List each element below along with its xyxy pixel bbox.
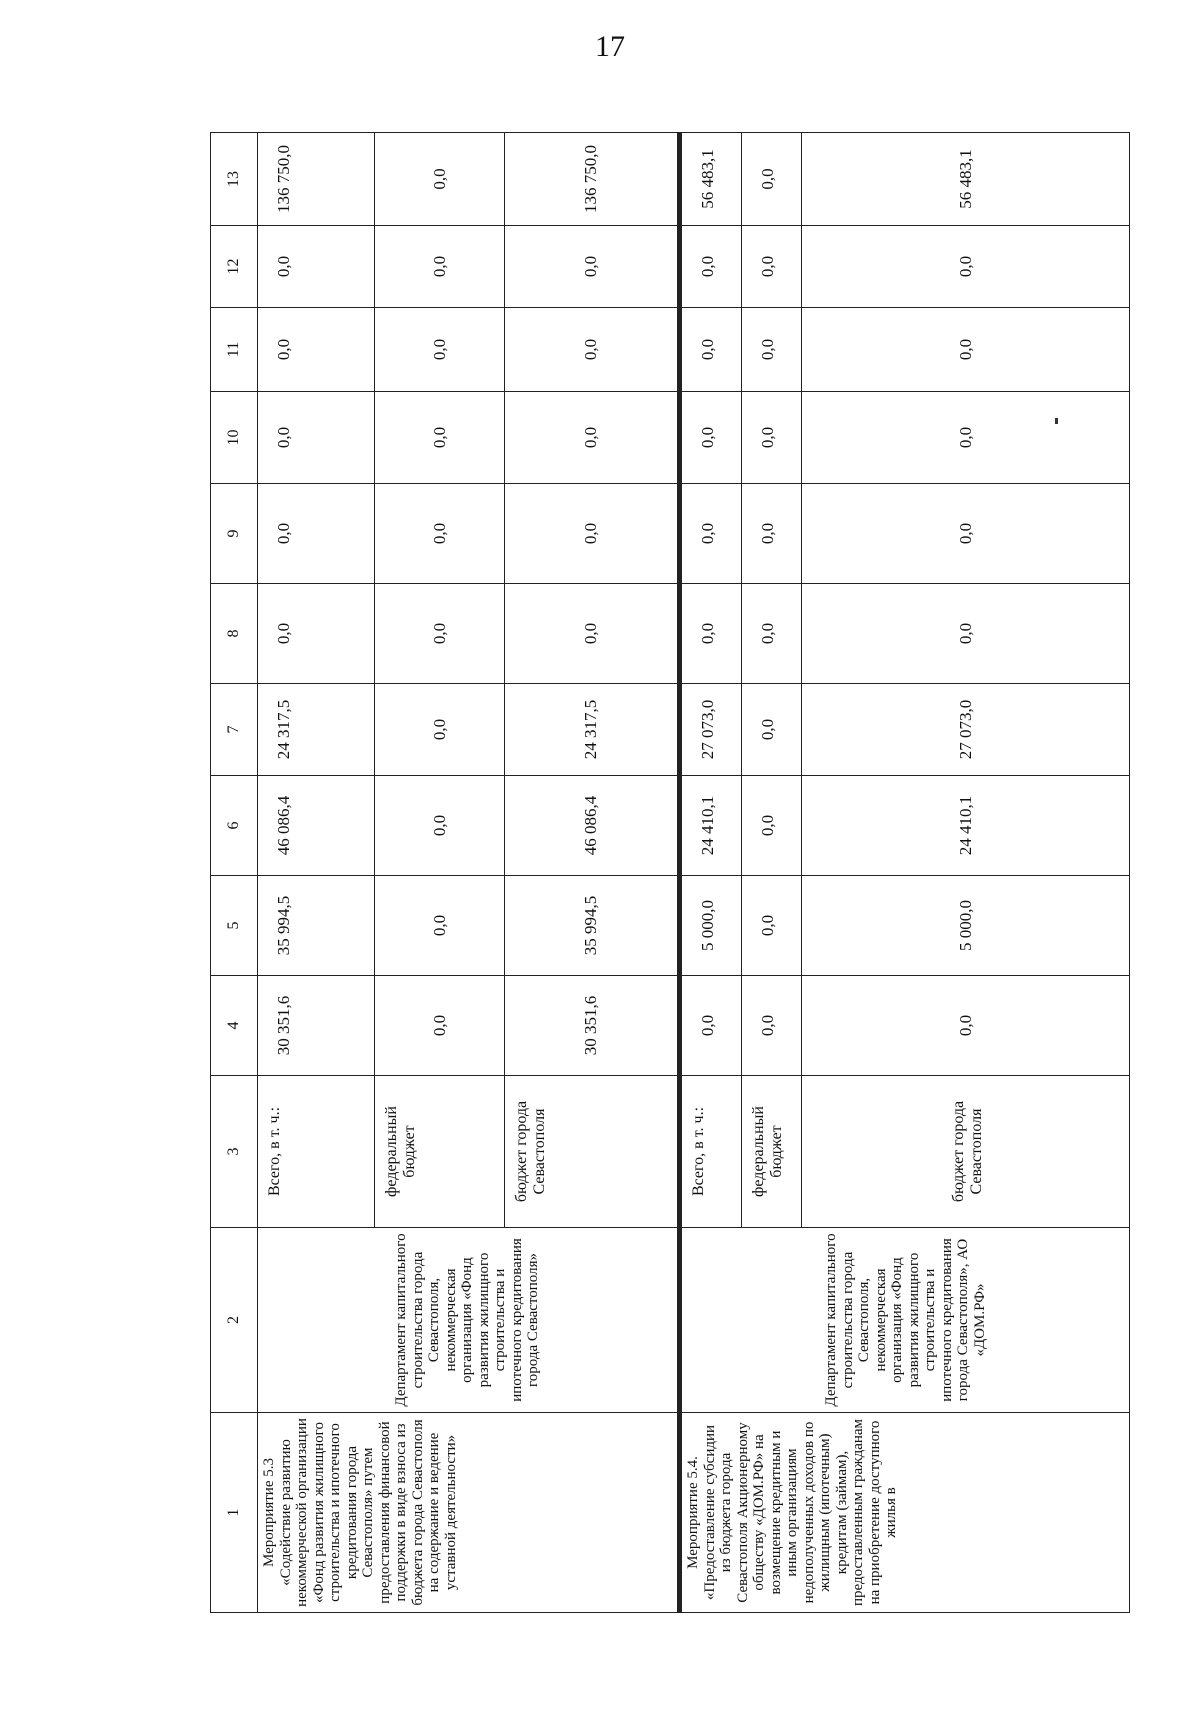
header-row <box>211 133 258 1613</box>
value-cell: 0,0 <box>258 484 375 584</box>
value-cell: 0,0 <box>505 484 680 584</box>
value-cell: 0,0 <box>680 392 742 484</box>
value-cell: 0,0 <box>742 392 802 484</box>
page-number: 17 <box>595 30 625 63</box>
value-cell: 46 086,4 <box>505 776 680 876</box>
value-cell: 0,0 <box>375 584 505 684</box>
funding-source: бюджет города Севастополя <box>505 1076 680 1228</box>
value-cell: 24 410,1 <box>680 776 742 876</box>
measure-name: Мероприятие 5.3 «Содействие развитию некоммерческой организации «Фонд развития жилищного строительства и ипотечного кредитования города Севастополя» путем предоставления финансовой поддержки в виде взноса из бюджета города Севастополя на содержание и ведение уставной деятельности» <box>258 1413 680 1613</box>
value-cell: 30 351,6 <box>258 976 375 1076</box>
value-cell: 35 994,5 <box>505 876 680 976</box>
value-cell: 0,0 <box>802 976 1130 1076</box>
value-cell: 136 750,0 <box>505 133 680 226</box>
value-cell: 46 086,4 <box>258 776 375 876</box>
value-cell: 0,0 <box>742 133 802 226</box>
funding-source: федеральный бюджет <box>375 1076 505 1228</box>
measure-name: Мероприятие 5.4. «Предоставление субсидии из бюджета города Севастополя Акционерному обществу «ДОМ.РФ» на возмещение кредитным и иным организациям недополученных доходов по жилищным (ипотечным) кредитам (займам), предоставленным гражданам на приобретение доступного жилья в <box>680 1413 1130 1613</box>
header-cell: 3 <box>211 1076 258 1228</box>
header-cell: 8 <box>211 584 258 684</box>
value-cell: 0,0 <box>680 308 742 392</box>
header-cell: 4 <box>211 976 258 1076</box>
header-cell: 13 <box>211 133 258 226</box>
header-cell: 5 <box>211 876 258 976</box>
funding-source: Всего, в т. ч.: <box>258 1076 375 1228</box>
value-cell: 0,0 <box>802 392 1130 484</box>
value-cell: 0,0 <box>742 776 802 876</box>
value-cell: 24 317,5 <box>505 684 680 776</box>
value-cell: 0,0 <box>375 392 505 484</box>
value-cell: 0,0 <box>505 226 680 308</box>
value-cell: 30 351,6 <box>505 976 680 1076</box>
financing-table <box>210 132 1130 1613</box>
scan-mark <box>1055 418 1058 424</box>
value-cell: 0,0 <box>375 226 505 308</box>
value-cell: 0,0 <box>375 308 505 392</box>
value-cell: 56 483,1 <box>680 133 742 226</box>
value-cell: 0,0 <box>258 392 375 484</box>
value-cell: 0,0 <box>802 226 1130 308</box>
value-cell: 0,0 <box>742 226 802 308</box>
value-cell: 0,0 <box>802 484 1130 584</box>
value-cell: 0,0 <box>258 584 375 684</box>
value-cell: 27 073,0 <box>680 684 742 776</box>
rotated-table-container <box>210 133 1130 1613</box>
value-cell: 0,0 <box>802 308 1130 392</box>
value-cell: 5 000,0 <box>802 876 1130 976</box>
value-cell: 136 750,0 <box>258 133 375 226</box>
header-cell: 2 <box>211 1228 258 1413</box>
funding-source: Всего, в т. ч.: <box>680 1076 742 1228</box>
value-cell: 0,0 <box>742 976 802 1076</box>
header-cell: 9 <box>211 484 258 584</box>
value-cell: 0,0 <box>742 584 802 684</box>
value-cell: 0,0 <box>375 976 505 1076</box>
header-cell: 12 <box>211 226 258 308</box>
header-cell: 6 <box>211 776 258 876</box>
value-cell: 0,0 <box>258 226 375 308</box>
value-cell: 0,0 <box>680 484 742 584</box>
value-cell: 0,0 <box>505 392 680 484</box>
value-cell: 0,0 <box>742 308 802 392</box>
header-cell: 11 <box>211 308 258 392</box>
funding-source: федеральный бюджет <box>742 1076 802 1228</box>
value-cell: 0,0 <box>375 484 505 584</box>
value-cell: 24 410,1 <box>802 776 1130 876</box>
header-cell: 1 <box>211 1413 258 1613</box>
value-cell: 27 073,0 <box>802 684 1130 776</box>
value-cell: 0,0 <box>375 776 505 876</box>
header-cell: 10 <box>211 392 258 484</box>
value-cell: 0,0 <box>742 484 802 584</box>
value-cell: 0,0 <box>505 308 680 392</box>
value-cell: 0,0 <box>505 584 680 684</box>
value-cell: 0,0 <box>258 308 375 392</box>
value-cell: 5 000,0 <box>680 876 742 976</box>
value-cell: 0,0 <box>375 876 505 976</box>
value-cell: 35 994,5 <box>258 876 375 976</box>
value-cell: 0,0 <box>375 684 505 776</box>
value-cell: 0,0 <box>375 133 505 226</box>
header-cell: 7 <box>211 684 258 776</box>
value-cell: 0,0 <box>680 226 742 308</box>
value-cell: 0,0 <box>802 584 1130 684</box>
value-cell: 0,0 <box>742 876 802 976</box>
funding-source: бюджет города Севастополя <box>802 1076 1130 1228</box>
table-row <box>258 133 375 1613</box>
value-cell: 0,0 <box>680 584 742 684</box>
measure-executor: Департамент капитального строительства города Севастополя, некоммерческая организация «Фонд развития жилищного строительства и ипотечного кредитования города Севастополя», АО «ДОМ.РФ» <box>680 1228 1130 1413</box>
value-cell: 0,0 <box>680 976 742 1076</box>
measure-executor: Департамент капитального строительства города Севастополя, некоммерческая организация «Фонд развития жилищного строительства и ипотечного кредитования города Севастополя» <box>258 1228 680 1413</box>
value-cell: 24 317,5 <box>258 684 375 776</box>
table-row <box>680 133 742 1613</box>
value-cell: 56 483,1 <box>802 133 1130 226</box>
value-cell: 0,0 <box>742 684 802 776</box>
